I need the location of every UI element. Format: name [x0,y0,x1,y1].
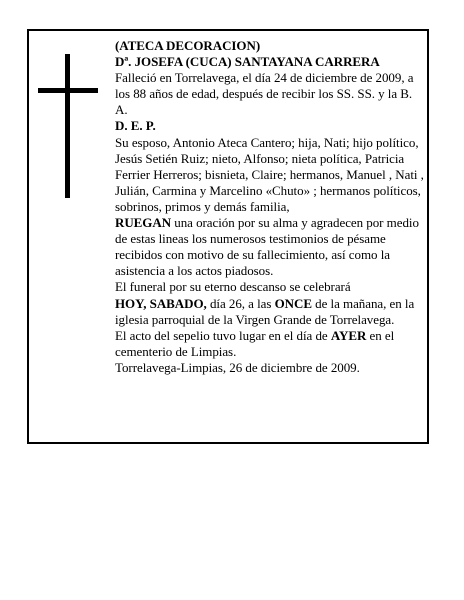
deceased-name: Dª. JOSEFA (CUCA) SANTAYANA CARRERA [115,54,380,70]
obituary-text [115,38,427,376]
funeral-mid: día 26, a las [206,295,275,311]
burial-day: AYER [330,327,367,343]
death-notice: Falleció en Torrelavega, el día 24 de diciembre de 2009, a los 88 años de edad, después de recibir los SS. SS. y la B. A. [115,70,414,118]
ruegan-word: RUEGAN [115,215,172,231]
business-name: (ATECA DECORACION) [115,38,261,53]
place-date: Torrelavega-Limpias, 26 de diciembre de 2009. [115,359,360,375]
cross-icon [38,54,98,198]
funeral-rest: de la mañana, en la iglesia parroquial de la Virgen Grande de Torrelavega. [115,295,415,327]
funeral-details [115,296,427,328]
dep-line: D. E. P. [115,118,156,134]
funeral-hour: ONCE [274,295,312,311]
funeral-day: HOY, SABADO, [115,295,207,311]
burial-pre: El acto del sepelio tuvo lugar en el día de [115,327,331,343]
burial-notice [115,328,427,360]
request-paragraph [115,215,427,279]
burial-rest: en el cementerio de Limpias. [115,327,395,359]
request-text: una oración por su alma y agradecen por medio de estas lineas los numerosos testimonios de pésame recibidos con motivo de su fallecimiento, así como la asistencia a los actos piadosos. [115,215,419,279]
family-list: Su esposo, Antonio Ateca Cantero; hija, Nati; hijo político, Jesús Setién Ruiz; nieto, Alfonso; nieta política, Patricia Ferrier Herreros; bisnieta, Claire; hermanos, Manuel , Nati , Julián, Carmina y Marcelino «Chuto» ; hermanos políticos, sobrinos, primos y demás familia, [115,134,424,214]
funeral-intro: El funeral por su eterno descanso se celebrará [115,279,351,295]
